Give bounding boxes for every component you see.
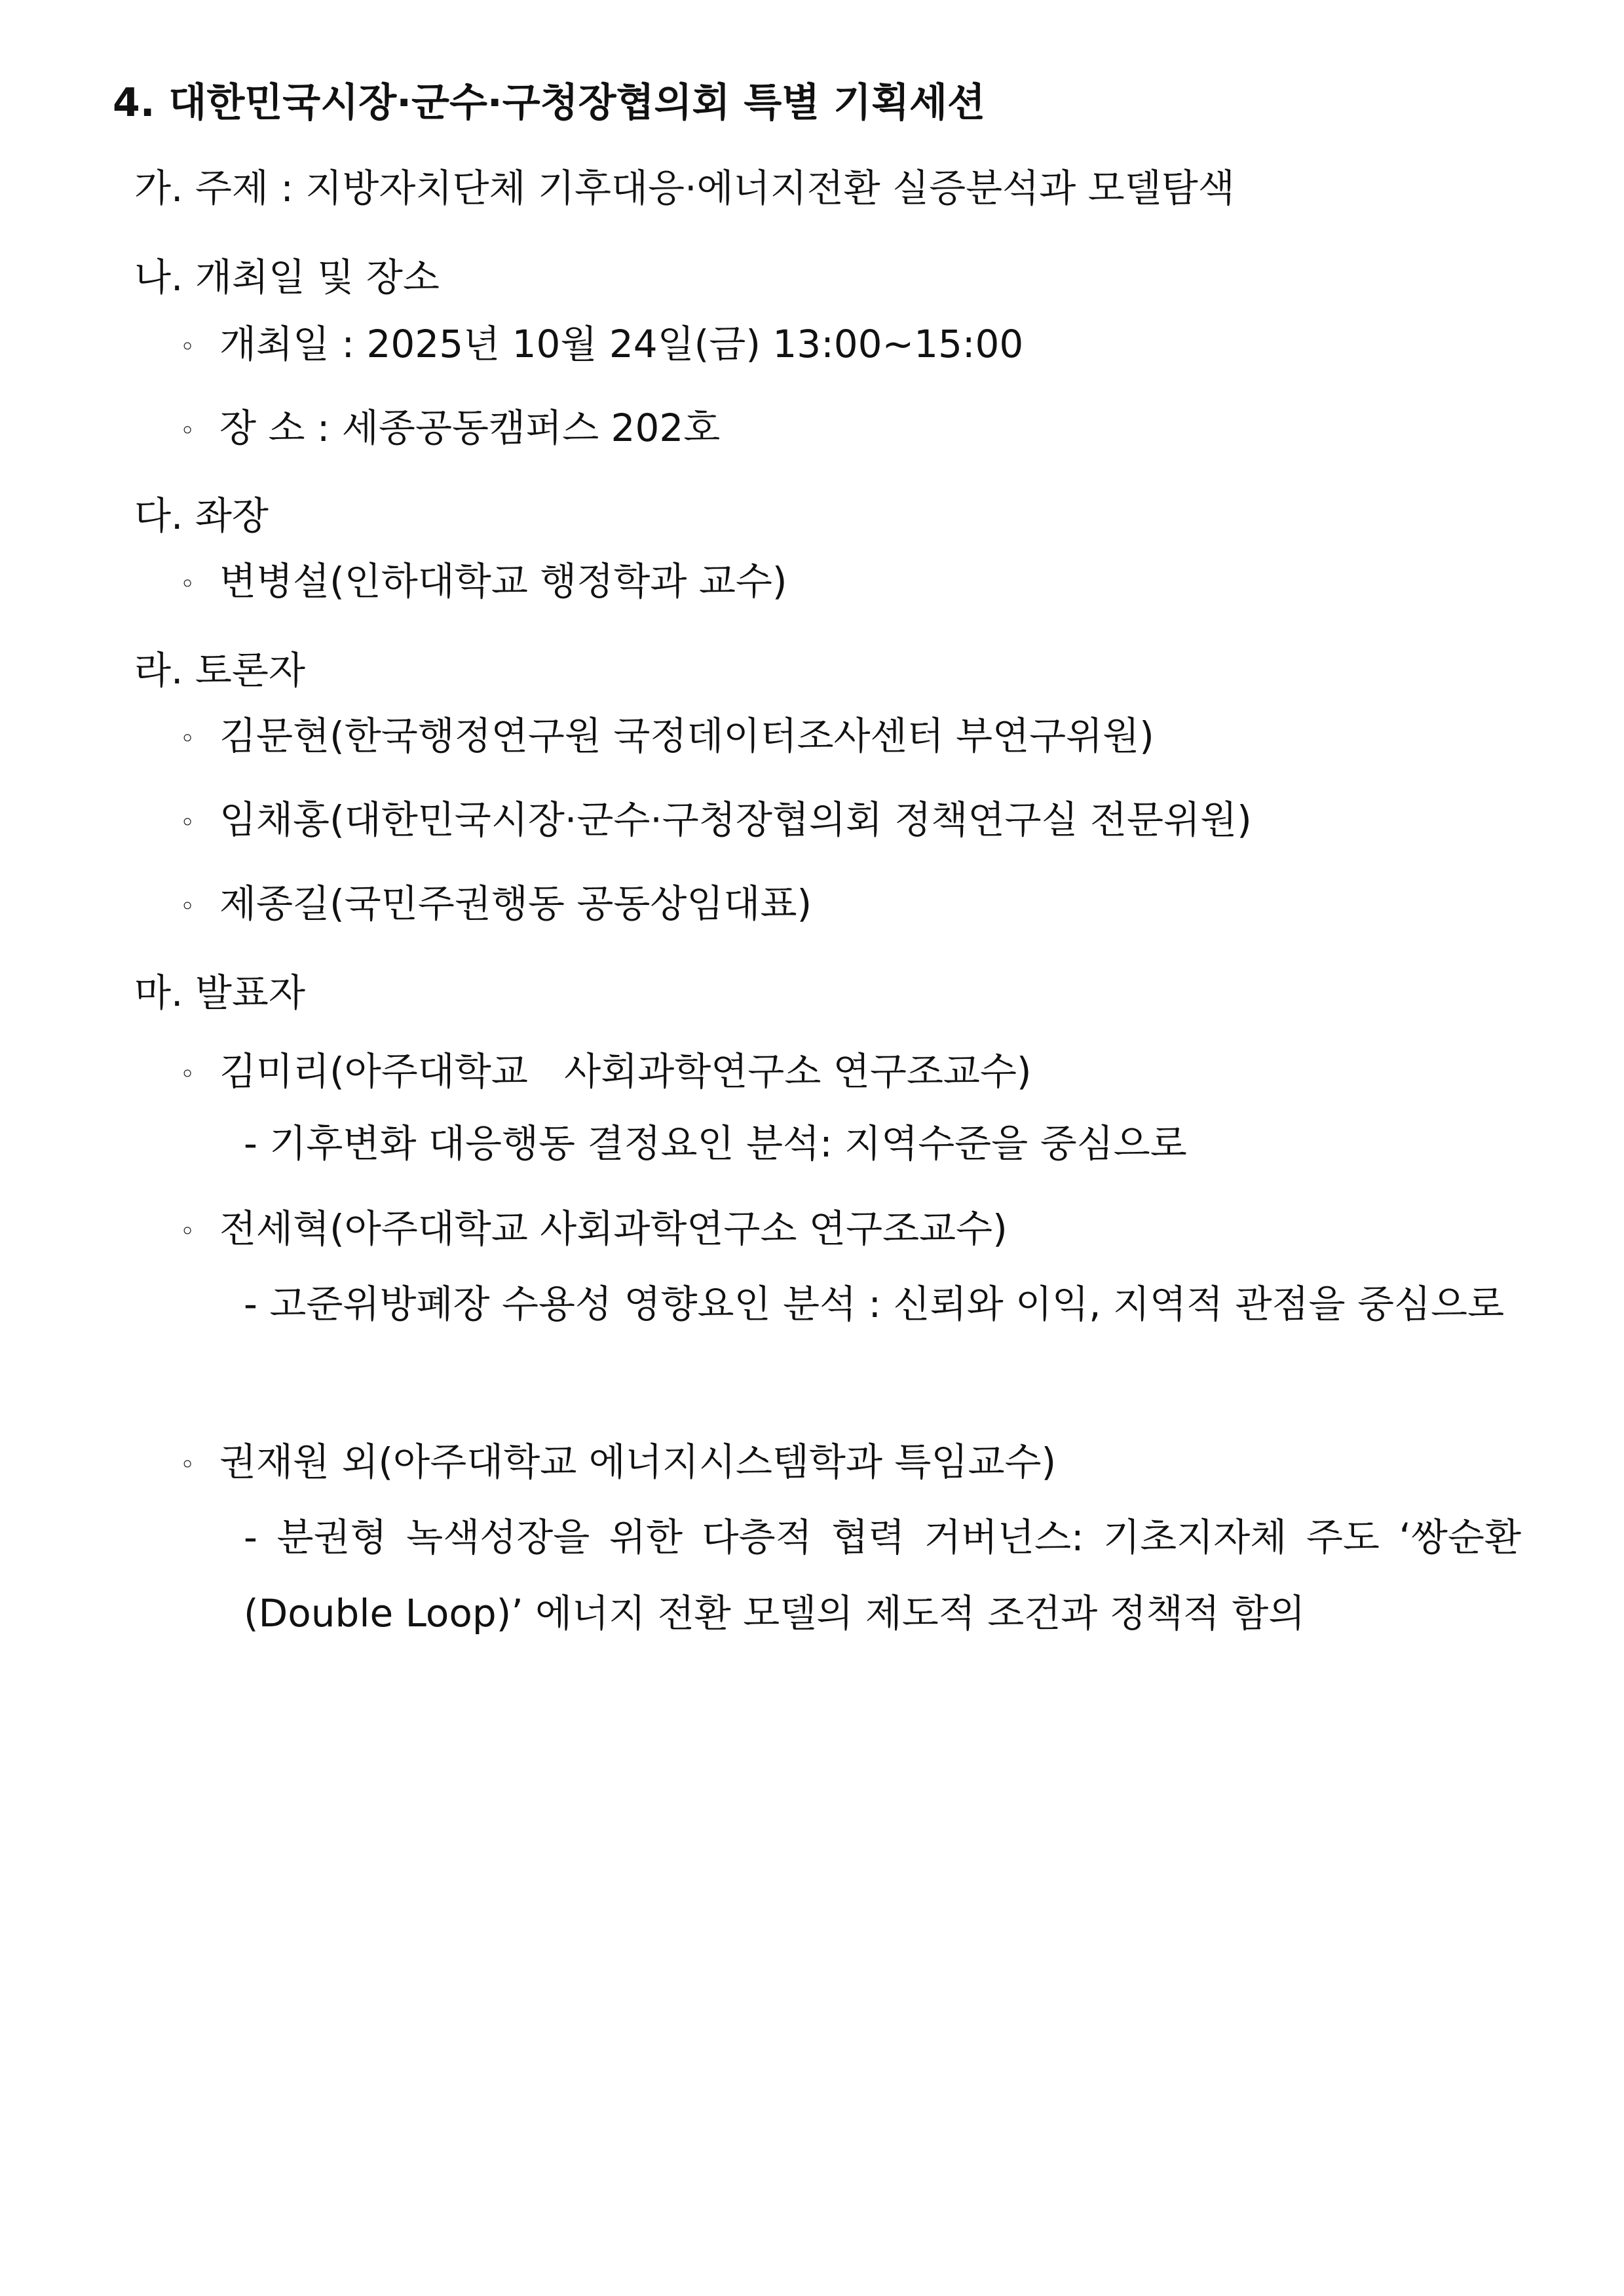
presenter-name: 권재원 외(아주대학교 에너지시스템학과 특임교수) bbox=[219, 1440, 1057, 1484]
schedule-heading: 나. 개최일 및 장소 bbox=[134, 255, 440, 299]
section-title: 4. 대한민국시장·군수·구청장협의회 특별 기획세션 bbox=[113, 80, 985, 126]
bullet-icon: ◦ bbox=[180, 569, 195, 598]
presenter-name: 전세혁(아주대학교 사회과학연구소 연구조교수) bbox=[219, 1206, 1008, 1251]
bullet-icon: ◦ bbox=[180, 1216, 195, 1246]
chair-item: 변병설(인하대학교 행정학과 교수) bbox=[219, 559, 787, 603]
chair-item-row bbox=[180, 558, 787, 607]
presenter-row bbox=[180, 1048, 1032, 1097]
presenter-paper: - 기후변화 대응행동 결정요인 분석: 지역수준을 중심으로 bbox=[244, 1121, 1187, 1166]
bullet-icon: ◦ bbox=[180, 723, 195, 753]
presenter-name: 김미리(아주대학교 사회과학연구소 연구조교수) bbox=[219, 1049, 1032, 1094]
discussant-item: 임채홍(대한민국시장·군수·구청장협의회 정책연구실 전문위원) bbox=[219, 797, 1252, 842]
bullet-icon: ◦ bbox=[180, 891, 195, 921]
schedule-date-row bbox=[180, 321, 1023, 370]
presenters-heading: 마. 발표자 bbox=[134, 970, 305, 1015]
presenter-paper: - 고준위방폐장 수용성 영향요인 분석 : 신뢰와 이익, 지역적 관점을 중심으로 bbox=[244, 1282, 1505, 1326]
schedule-date: 개최일 : 2025년 10월 24일(금) 13:00~15:00 bbox=[219, 322, 1024, 366]
presenter-paper: - 분권형 녹색성장을 위한 다층적 협력 거버넌스: 기초지자체 주도 ‘쌍순환(Double Loop)’ 에너지 전환 모델의 제도적 조건과 정책적 함의 bbox=[244, 1515, 1521, 1636]
discussant-item: 김문현(한국행정연구원 국정데이터조사센터 부연구위원) bbox=[219, 714, 1154, 758]
bullet-icon: ◦ bbox=[180, 332, 195, 361]
bullet-icon: ◦ bbox=[180, 415, 195, 445]
presenter-row bbox=[180, 1439, 1056, 1487]
bullet-icon: ◦ bbox=[180, 1059, 195, 1088]
discussant-row bbox=[180, 881, 812, 929]
discussant-row bbox=[180, 713, 1154, 761]
bullet-icon: ◦ bbox=[180, 1449, 195, 1479]
discussants-heading: 라. 토론자 bbox=[134, 648, 305, 693]
discussant-item: 제종길(국민주권행동 공동상임대표) bbox=[219, 881, 812, 926]
schedule-venue-row bbox=[180, 405, 720, 453]
topic-line: 가. 주제 : 지방자치단체 기후대응·에너지전환 실증분석과 모델탐색 bbox=[134, 166, 1235, 210]
presenter-row bbox=[180, 1206, 1008, 1254]
chair-heading: 다. 좌장 bbox=[134, 493, 269, 538]
schedule-venue: 장 소 : 세종공동캠퍼스 202호 bbox=[219, 406, 721, 450]
bullet-icon: ◦ bbox=[180, 807, 195, 837]
discussant-row bbox=[180, 797, 1252, 845]
